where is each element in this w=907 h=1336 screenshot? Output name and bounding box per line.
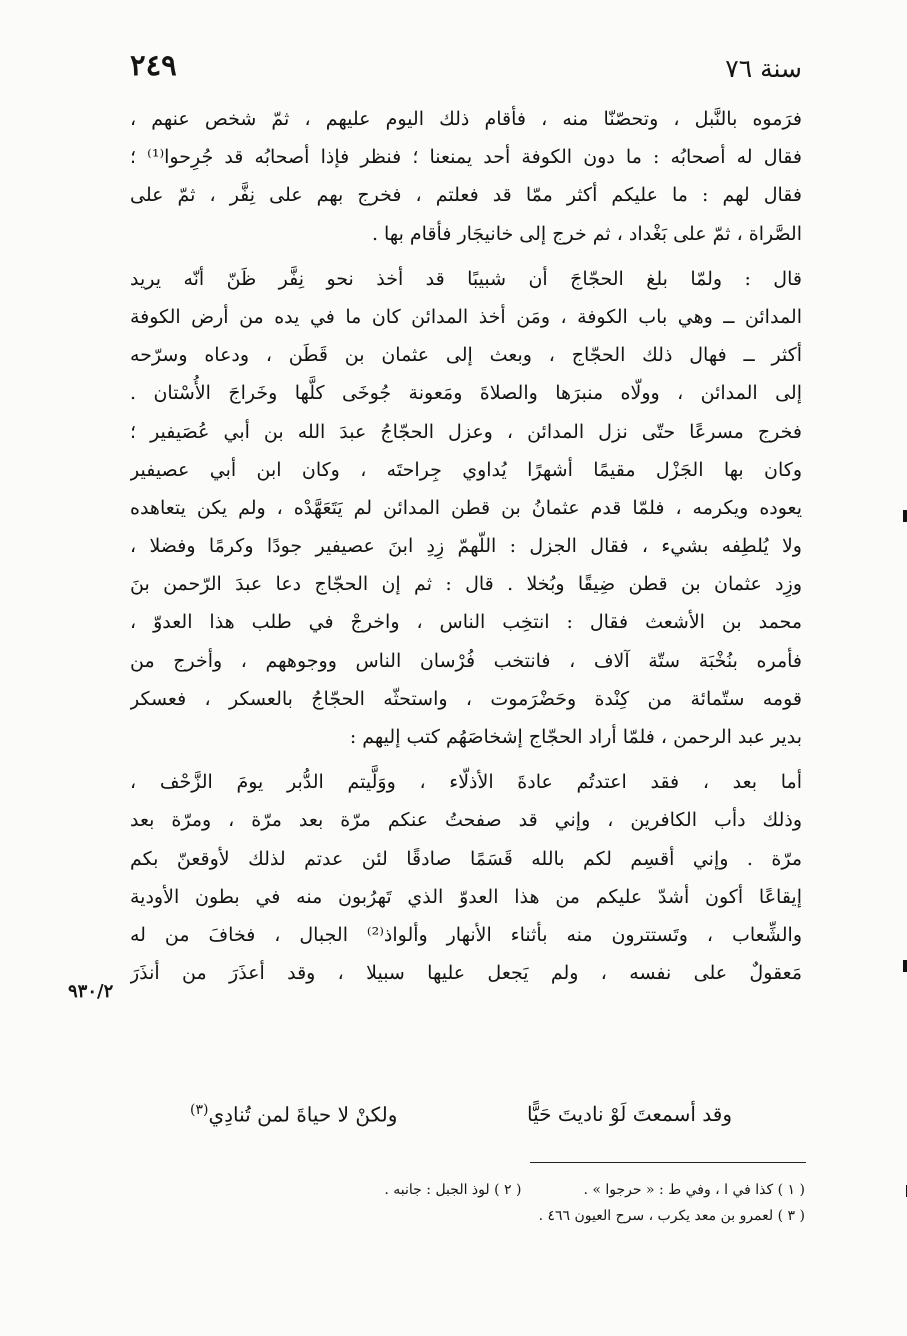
footnote-divider	[530, 1162, 806, 1163]
text-line: وزِد عثمان بن قطن ضِيقًا وبُخلا . قال : ثم إن الحجّاج دعا عبدَ الرّحمن بنَ	[130, 573, 802, 596]
text-line: فقال لهم : ما عليكم أكثر ممّا قد فعلتم ، فخرج بهم على نِفَّر ، ثمّ على	[130, 184, 802, 207]
text-line: الصَّراة ، ثمّ على بَغْداد ، ثم خرج إلى خانيجَار فأقام بها .	[371, 222, 802, 245]
text-line: فقال له أصحابُه : ما دون الكوفة أحد يمنعنا ؛ فنظر فإذا أصحابُه قد جُرِحوا⁽¹⁾ ؛	[130, 146, 802, 169]
footnote-3: ( ٣ ) لعمرو بن معد يكرب ، سرح العيون ٤٦٦ .	[538, 1208, 805, 1224]
footnote-2: ( ٢ ) لوذ الجبل : جانبه .	[384, 1182, 522, 1198]
footnote-1: ( ١ ) كذا في ا ، وفي ط : « حرجوا » .	[583, 1182, 805, 1198]
verse-first-hemistich: وقد أسمعتَ لَوْ ناديتَ حَيًّا	[527, 1102, 732, 1126]
main-text	[130, 100, 802, 992]
text-line: إلى المدائن ، وولّاه منبرَها والصلاةَ ومَعونة جُوخَى كلَّها وخَراجَ الأُسْتان .	[130, 382, 802, 405]
text-line: فخرج مسرعًا حتّى نزل المدائن ، وعزل الحجّاجُ عبدَ الله بن أبي عُصَيفير ؛	[130, 420, 802, 443]
text-line: مرّة . وإني أقسِم لكم بالله قَسَمًا صادقًا لئن عدتم لذلك لأوقعنّ بكم	[130, 847, 802, 870]
paragraph-gap	[130, 253, 802, 260]
footnote-reference: (٣)	[190, 1102, 209, 1118]
text-line: إيقاعًا أكون أشدّ عليكم من هذا العدوّ الذي تَهرُبون منه في بطون الأودية	[130, 885, 802, 908]
text-line: قومه ستّمائة من كِنْدة وحَضْرَموت ، واستحثّه الحجّاجُ بالعسكر ، فعسكر	[130, 687, 802, 710]
page-number: ٢٤٩	[130, 48, 177, 82]
text-line: أما بعد ، فقد اعتدتُم عادةَ الأذلّاء ، ووَلَّيتم الدُّبر يومَ الزَّحْف ،	[130, 771, 802, 794]
text-line: محمد بن الأشعث فقال : انتخِب الناس ، واخرجْ في طلب هذا العدوّ ،	[130, 611, 802, 634]
paragraph-gap	[130, 756, 802, 763]
text-line: وذلك دأب الكافرين ، وإني قد صفحتُ عنكم مرّة بعد مرّة ، ومرّة بعد	[130, 809, 802, 832]
margin-page-reference: ٩٣٠/٢	[68, 981, 114, 1002]
footnote-row	[384, 1177, 805, 1203]
text-line: يعوده ويكرمه ، فلمّا قدم عثمانُ بن قطن المدائن لم يَتَعَهَّدْه ، ولم يكن يتعاهده	[130, 496, 802, 519]
text-line: بدير عبد الرحمن ، فلمّا أراد الحجّاج إشخاصَهُم كتب إليهم :	[349, 726, 802, 748]
scan-edge-mark	[903, 960, 907, 972]
text-line: قال : ولمّا بلغ الحجّاجَ أن شبيبًا قد أخذ نحو نِفَّر ظَنّ أنّه يريد	[130, 267, 802, 290]
text-line: ولا يُلطِفه بشيء ، فقال الجزل : اللّهمّ زِدِ ابنَ عصيفير جودًا وكرمًا وفضلا ،	[130, 535, 802, 558]
text-line: فرَموه بالنَّبل ، وتحصّنّا منه ، فأقام ذلك اليوم عليهم ، ثمّ شخص عنهم ،	[130, 108, 802, 130]
text-line: وكان بها الجَزْل مقيمًا أشهرًا يُداوي جِراحتَه ، وكان ابن أبي عصيفير	[130, 458, 802, 481]
running-head-year: سنة ٧٦	[725, 54, 802, 83]
poetry-verse	[150, 1102, 790, 1142]
text-line: مَعقولٌ على نفسه ، ولم يَجعل عليها سبيلا ، وقد أعذَرَ من أنذَرَ	[130, 962, 802, 985]
verse-second-hemistich-text: ولكنْ لا حياةَ لمن تُنادِي	[208, 1102, 398, 1127]
footnotes	[384, 1177, 805, 1229]
text-line: والشِّعاب ، وتَستترون منه بأثناء الأنهار وألواذ⁽²⁾ الجبال ، فخافَ من له	[130, 923, 802, 946]
verse-second-hemistich	[190, 1102, 397, 1127]
text-line: المدائن ــ وهي باب الكوفة ، ومَن أخذ المدائن كان ما في يده من أرض الكوفة	[130, 305, 802, 328]
text-line: أكثر ــ فهال ذلك الحجّاج ، وبعث إلى عثمان بن قَطَن ، ودعاه وسرّحه	[130, 344, 802, 367]
text-line: فأمره بنُخْبَة ستّة آلاف ، فانتخب فُرْسان الناس ووجوههم ، وأخرج من	[130, 649, 802, 672]
page-header	[130, 48, 802, 88]
scan-edge-mark	[903, 510, 907, 522]
